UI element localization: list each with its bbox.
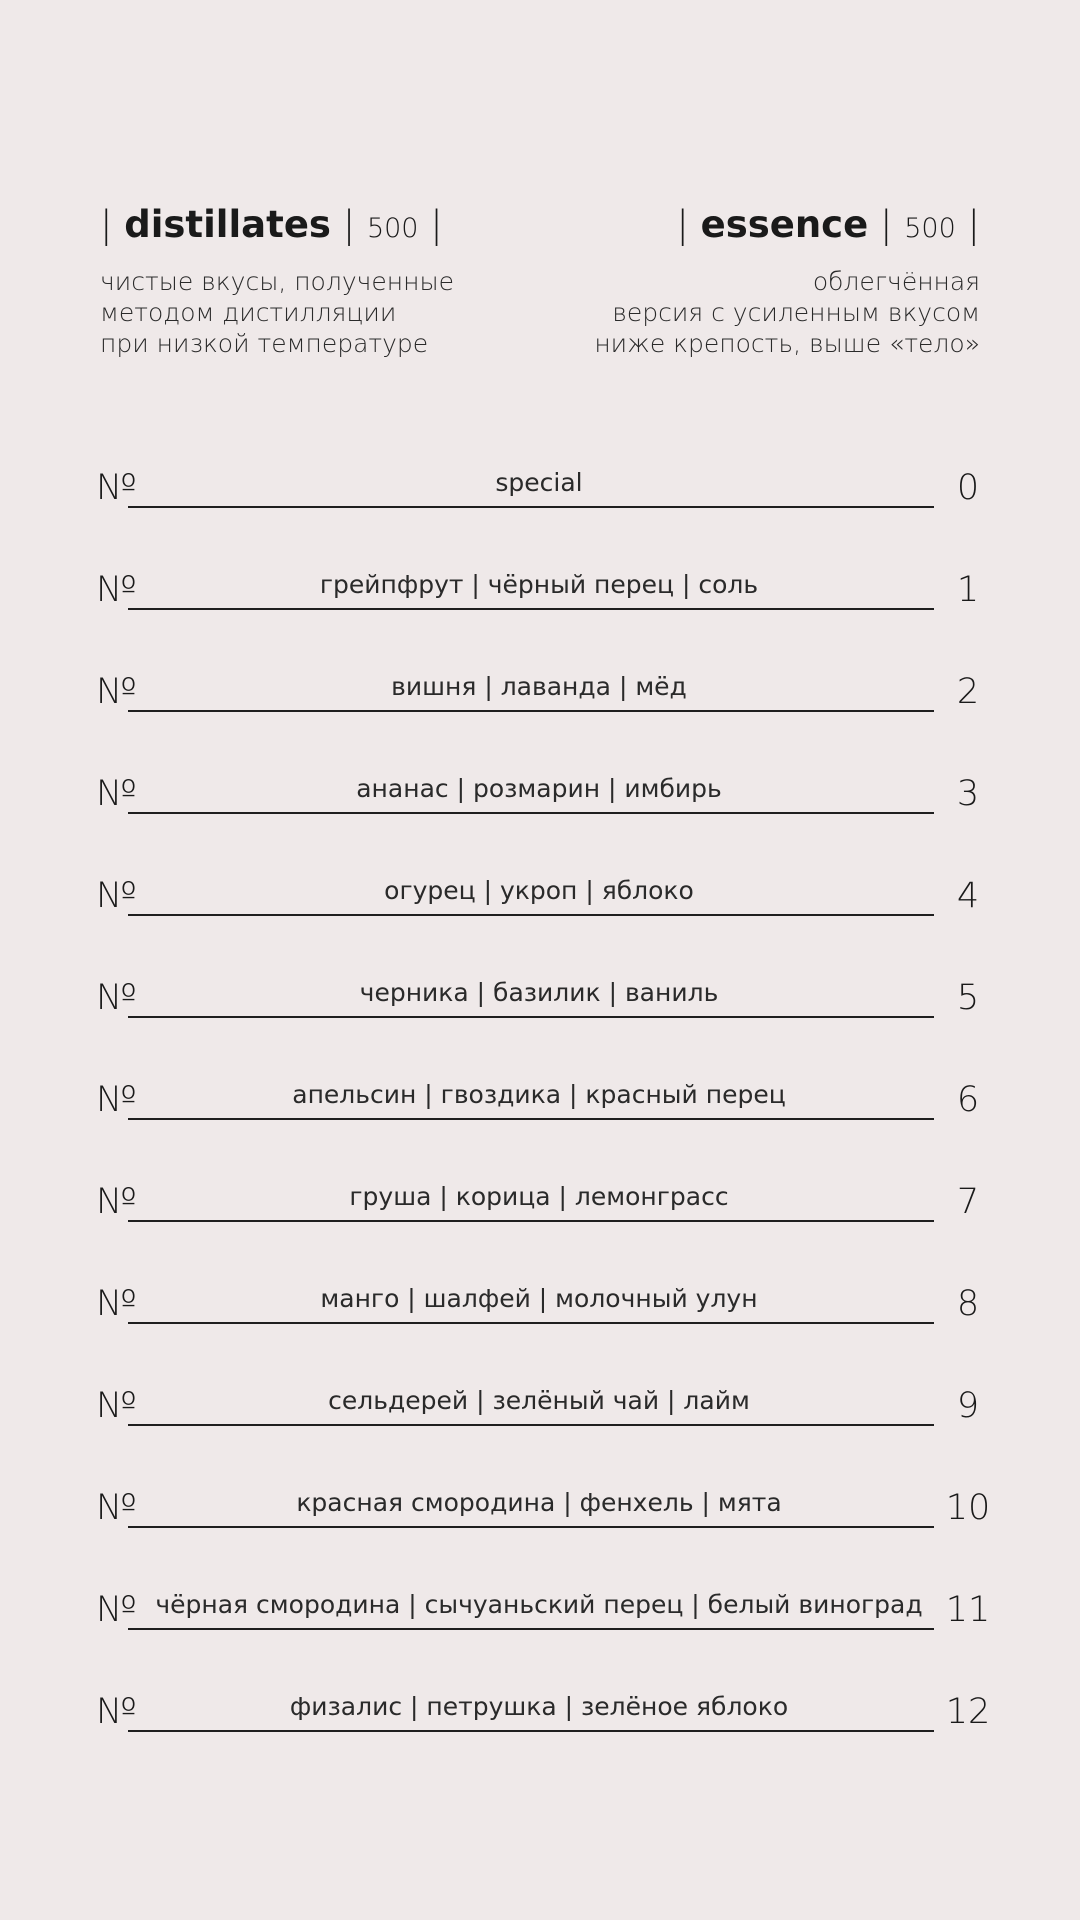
underline-divider	[128, 812, 934, 814]
essence-desc-line: облегчённая	[812, 267, 980, 296]
menu-row	[0, 570, 1080, 672]
flavor-text: грейпфрут | чёрный перец | соль	[319, 570, 759, 599]
item-number: 5	[956, 978, 980, 1018]
item-number: 0	[956, 468, 980, 508]
flavor-text: special	[495, 468, 583, 497]
no-symbol: №	[96, 1284, 137, 1324]
flavor-text: физалис | петрушка | зелёное яблоко	[289, 1692, 789, 1721]
underline-divider	[128, 1424, 934, 1426]
flavor-text: груша | корица | лемонграсс	[349, 1182, 729, 1211]
underline-divider	[128, 1016, 934, 1018]
item-number: 1	[956, 570, 980, 610]
no-symbol: №	[96, 774, 137, 814]
essence-description	[594, 266, 980, 359]
item-number: 3	[956, 774, 980, 814]
distillates-description	[100, 266, 454, 359]
no-symbol: №	[96, 468, 137, 508]
menu-row	[0, 1284, 1080, 1386]
distillates-desc-line: при низкой температуре	[100, 329, 429, 358]
underline-divider	[128, 506, 934, 508]
menu-row	[0, 1386, 1080, 1488]
no-symbol: №	[96, 978, 137, 1018]
flavor-text: манго | шалфей | молочный улун	[320, 1284, 758, 1313]
essence-title: | essence | 500 |	[676, 203, 980, 246]
distillates-name: distillates	[124, 203, 331, 246]
flavor-text: ананас | розмарин | имбирь	[356, 774, 722, 803]
no-symbol: №	[96, 1488, 137, 1528]
flavor-text: сельдерей | зелёный чай | лайм	[328, 1386, 750, 1415]
flavor-text: вишня | лаванда | мёд	[391, 672, 687, 701]
item-number: 6	[956, 1080, 980, 1120]
menu-row	[0, 1488, 1080, 1590]
underline-divider	[128, 710, 934, 712]
flavor-text: чёрная смородина | сычуаньский перец | белый виноград	[155, 1590, 923, 1619]
item-number: 4	[956, 876, 980, 916]
menu-row	[0, 672, 1080, 774]
underline-divider	[128, 1322, 934, 1324]
no-symbol: №	[96, 1182, 137, 1222]
essence-desc-line: ниже крепость, выше «тело»	[594, 329, 980, 358]
item-number: 2	[956, 672, 980, 712]
item-number: 7	[956, 1182, 980, 1222]
no-symbol: №	[96, 876, 137, 916]
menu-row	[0, 468, 1080, 570]
item-number: 10	[945, 1488, 991, 1528]
essence-desc-line: версия с усиленным вкусом	[612, 298, 980, 327]
flavor-text: красная смородина | фенхель | мята	[296, 1488, 782, 1517]
no-symbol: №	[96, 1386, 137, 1426]
underline-divider	[128, 1628, 934, 1630]
essence-price: 500	[904, 213, 956, 244]
menu-row	[0, 876, 1080, 978]
no-symbol: №	[96, 570, 137, 610]
no-symbol: №	[96, 1692, 137, 1732]
no-symbol: №	[96, 1590, 137, 1630]
distillates-title: | distillates | 500 |	[100, 203, 443, 246]
essence-header	[594, 200, 980, 359]
distillates-desc-line: чистые вкусы, полученные	[100, 267, 454, 296]
underline-divider	[128, 1220, 934, 1222]
item-number: 8	[956, 1284, 980, 1324]
essence-name: essence	[700, 203, 869, 246]
underline-divider	[128, 1730, 934, 1732]
no-symbol: №	[96, 1080, 137, 1120]
flavor-text: огурец | укроп | яблоко	[384, 876, 694, 905]
flavor-text: апельсин | гвоздика | красный перец	[292, 1080, 786, 1109]
distillates-price: 500	[366, 213, 419, 244]
menu-row	[0, 1590, 1080, 1692]
menu-row	[0, 1080, 1080, 1182]
distillates-header	[100, 200, 454, 359]
underline-divider	[128, 914, 934, 916]
underline-divider	[128, 1526, 934, 1528]
underline-divider	[128, 1118, 934, 1120]
menu-row	[0, 978, 1080, 1080]
flavor-text: черника | базилик | ваниль	[359, 978, 719, 1007]
item-number: 12	[945, 1692, 991, 1732]
menu-row	[0, 774, 1080, 876]
item-number: 9	[956, 1386, 980, 1426]
no-symbol: №	[96, 672, 137, 712]
item-number: 11	[945, 1590, 991, 1630]
menu-row	[0, 1692, 1080, 1794]
menu-row	[0, 1182, 1080, 1284]
underline-divider	[128, 608, 934, 610]
distillates-desc-line: методом дистилляции	[100, 298, 397, 327]
